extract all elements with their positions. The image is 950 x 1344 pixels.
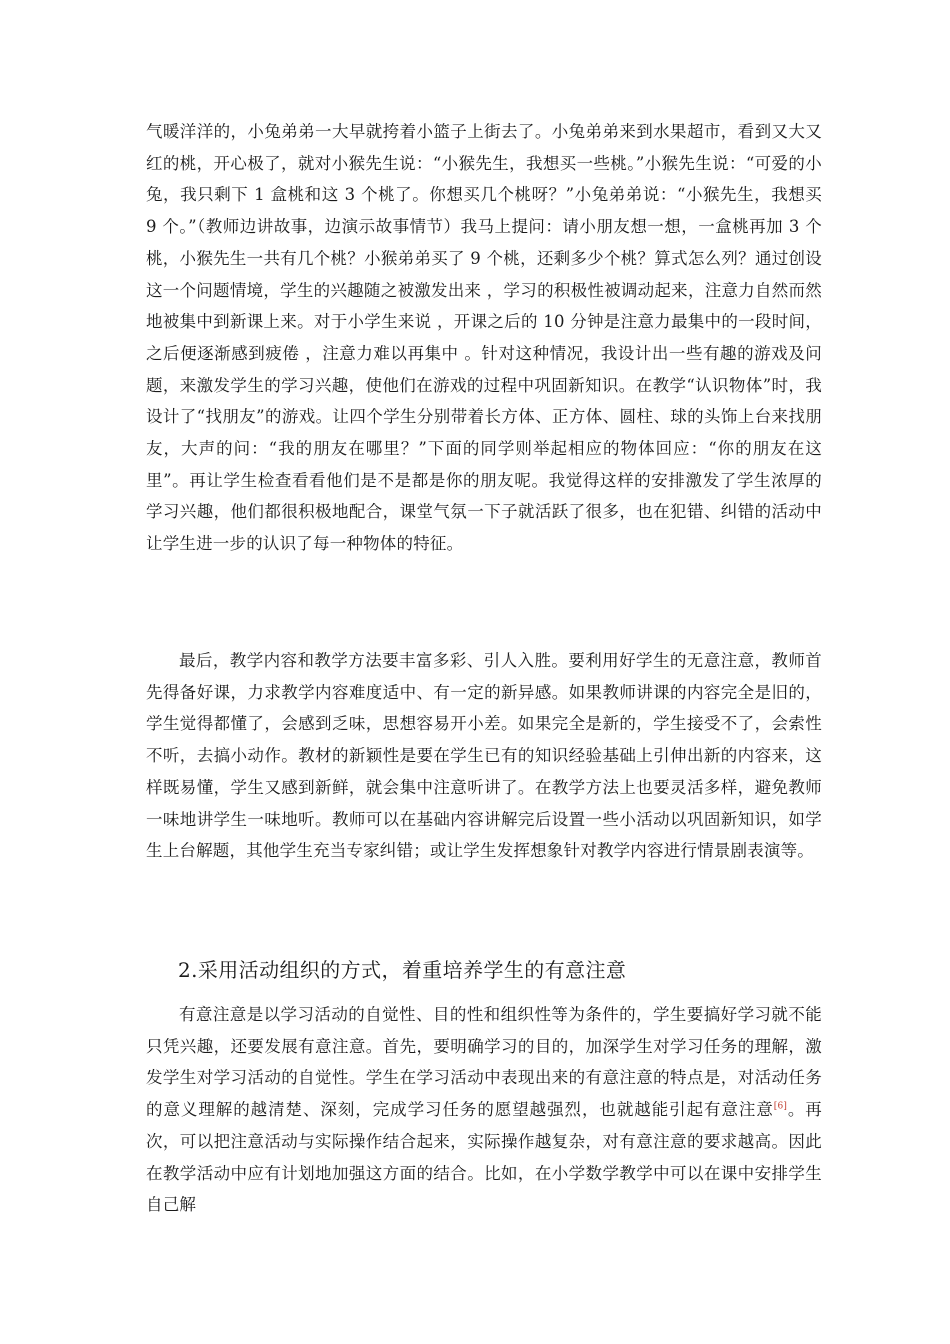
section-heading: 2.采用活动组织的方式，着重培养学生的有意注意 [178, 958, 627, 982]
paragraph-text: 。再次，可以把注意活动与实际操作结合起来，实际操作越复杂，对有意注意的要求越高。因此在教学活动中应有计划地加强这方面的结合。比如，在小学数学教学中可以在课中安排学生自己解 [146, 1100, 823, 1215]
body-paragraph: 最后，教学内容和教学方法要丰富多彩、引人入胜。要利用好学生的无意注意，教师首先得备好课，力求教学内容难度适中、有一定的新异感。如果教师讲课的内容完全是旧的，学生觉得都懂了，会感到乏味，思想容易开小差。如果完全是新的，学生接受不了，会索性不听，去搞小动作。教材的新颖性是要在学生已有的知识经验基础上引伸出新的内容来，这样既易懂，学生又感到新鲜，就会集中注意听讲了。在教学方法上也要灵活多样，避免教师一味地讲学生一味地听。教师可以在基础内容讲解完后设置一些小活动以巩固新知识，如学生上台解题，其他学生充当专家纠错；或让学生发挥想象针对教学内容进行情景剧表演等。 [146, 651, 822, 861]
citation-marker[interactable]: [6] [773, 1101, 788, 1112]
paragraph-text: 有意注意是以学习活动的自觉性、目的性和组织性等为条件的，学生要搞好学习就不能只凭兴趣，还要发展有意注意。首先，要明确学习的目的，加深学生对学习任务的理解，激发学生对学习活动的自觉性。学生在学习活动中表现出来的有意注意的特点是，对活动任务的意义理解的越清楚、深刻，完成学习任务的愿望越强烈，也就越能引起有意注意 [146, 1005, 822, 1120]
body-paragraph: 气暖洋洋的，小兔弟弟一大早就挎着小篮子上街去了。小兔弟弟来到水果超市，看到又大又红的桃，开心极了，就对小猴先生说：“小猴先生，我想买一些桃。”小猴先生说：“可爱的小兔，我只剩下 1 盒桃和这 3 个桃了。你想买几个桃呀？”小兔弟弟说：“小猴先生，我想买 9 个。”（教师边讲故事，边演示故事情节）我马上提问：请小朋友想一想，一盒桃再加 3 个桃，小猴先生一共有几个桃？小猴弟弟买了 9 个桃，还剩多少个桃？算式怎么列？通过创设这一个问题情境，学生的兴趣随之被激发出来 ，学习的积极性被调动起来，注意力自然而然地被集中到新课上来。对于小学生来说 ，开课之后的 10 分钟是注意力最集中的一段时间， 之后便逐渐感到疲倦 ，注意力难以再集中 。针对这种情况，我设计出一些有趣的游戏及问题，来激发学生的学习兴趣，使他们在游戏的过程中巩固新知识。在教学“认识物体”时，我设计了“找朋友”的游戏。让四个学生分别带着长方体、正方体、圆柱、球的头饰上台来找朋友，大声的问：“我的朋友在哪里？”下面的同学则举起相应的物体回应：“你的朋友在这里”。再让学生检查看看他们是不是都是你的朋友呢。我觉得这样的安排激发了学生浓厚的学习兴趣，他们都很积极地配合，课堂气氛一下子就活跃了很多，也在犯错、纠错的活动中让学生进一步的认识了每一种物体的特征。 [146, 122, 822, 554]
body-paragraph [146, 999, 822, 1221]
